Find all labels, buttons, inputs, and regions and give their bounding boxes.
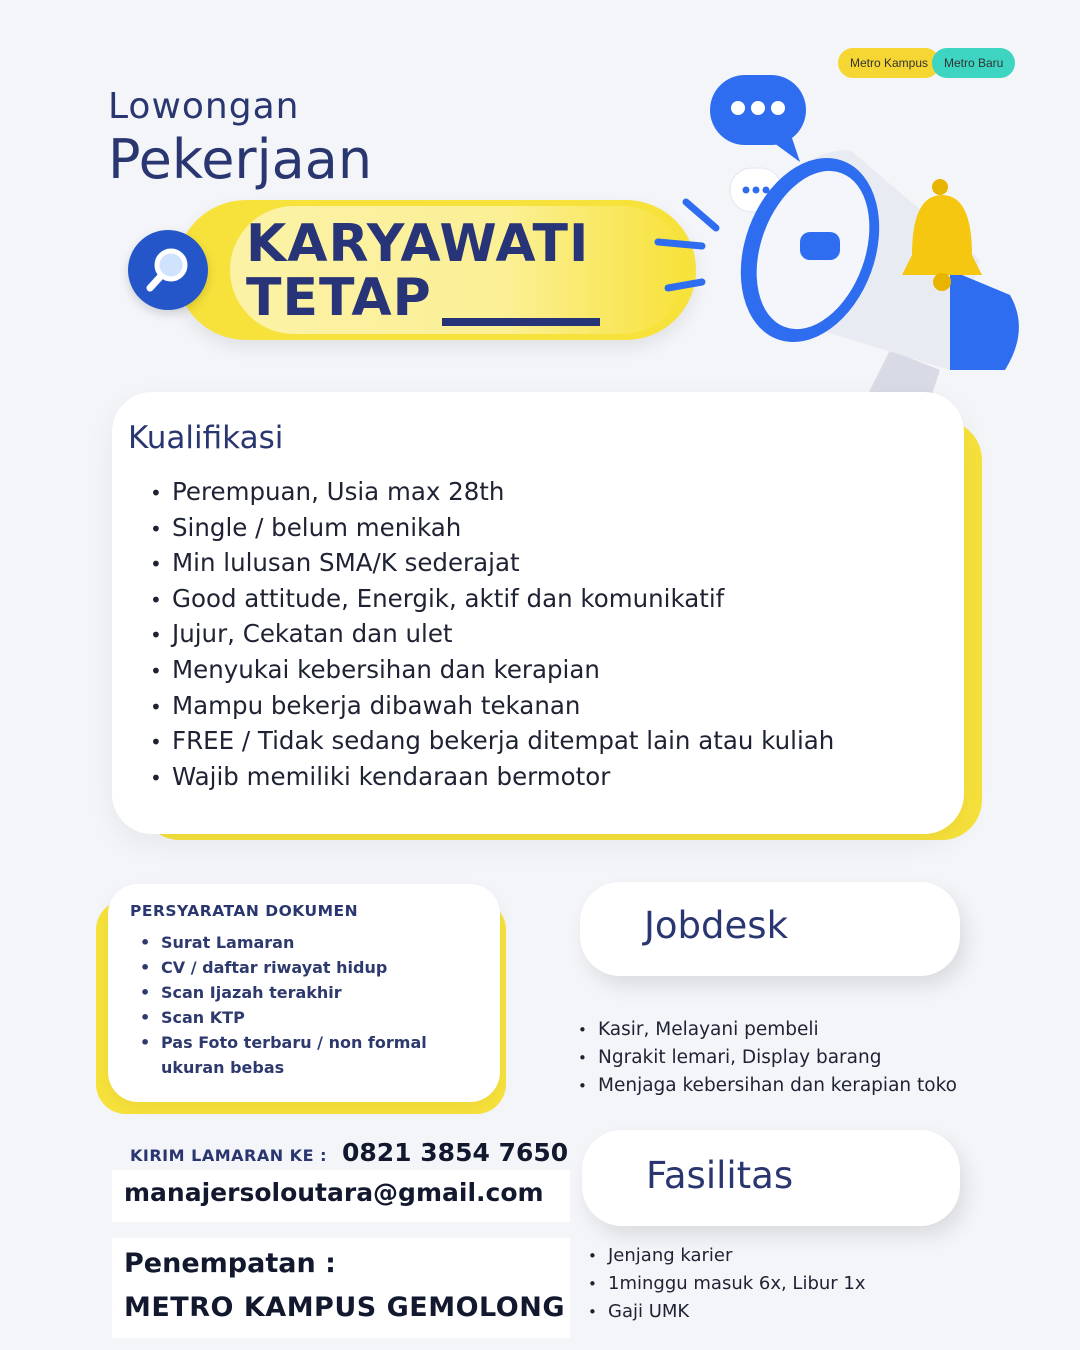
list-item: • Min lulusan SMA/K sederajat [150,545,834,581]
contact-phone[interactable]: 0821 3854 7650 [342,1138,569,1167]
list-item: • Gaji UMK [588,1298,866,1326]
header-line1: Lowongan [108,86,300,127]
list-item: • Single / belum menikah [150,510,834,546]
qualifications-title: Kualifikasi [128,420,284,456]
list-item: • Kasir, Melayani pembeli [578,1016,957,1044]
list-item: • Perempuan, Usia max 28th [150,474,834,510]
bell-icon [902,179,982,291]
badge-metro-kampus: Metro Kampus [838,48,940,78]
position-title-line2: TETAP [246,268,432,328]
list-item: • Surat Lamaran [140,930,480,955]
list-item: • CV / daftar riwayat hidup [140,955,480,980]
jobdesk-list [578,1016,957,1100]
title-underline [442,318,600,326]
list-item: • Jenjang karier [588,1242,866,1270]
documents-title: PERSYARATAN DOKUMEN [130,902,359,920]
list-item: • Ngrakit lemari, Display barang [578,1044,957,1072]
list-item: • Menjaga kebersihan dan kerapian toko [578,1072,957,1100]
position-title-line1: KARYAWATI [246,214,590,274]
placement-location: METRO KAMPUS GEMOLONG [124,1292,565,1323]
list-item: • Menyukai kebersihan dan kerapian [150,652,834,688]
search-icon [128,230,208,310]
list-item: • Jujur, Cekatan dan ulet [150,616,834,652]
chat-bubble-icon [710,75,806,162]
facilities-title: Fasilitas [646,1154,794,1197]
list-item: • FREE / Tidak sedang bekerja ditempat lain atau kuliah [150,723,834,759]
qualifications-list [150,474,834,794]
list-item: • Scan KTP [140,1005,480,1030]
list-item: • Good attitude, Energik, aktif dan komunikatif [150,581,834,617]
header-line2: Pekerjaan [108,128,373,191]
documents-list [140,930,480,1080]
facilities-list [588,1242,866,1326]
list-item: • 1minggu masuk 6x, Libur 1x [588,1270,866,1298]
contact-label: KIRIM LAMARAN KE : [130,1146,327,1165]
placement-label: Penempatan : [124,1248,336,1279]
list-item: • Wajib memiliki kendaraan bermotor [150,759,834,795]
jobdesk-title: Jobdesk [644,904,788,947]
list-item: • Mampu bekerja dibawah tekanan [150,688,834,724]
badge-metro-baru: Metro Baru [932,48,1015,78]
list-item: • Scan Ijazah terakhir [140,980,480,1005]
list-item: • Pas Foto terbaru / non formal ukuran bebas [140,1030,480,1080]
contact-email[interactable]: manajersoloutara@gmail.com [124,1178,544,1207]
